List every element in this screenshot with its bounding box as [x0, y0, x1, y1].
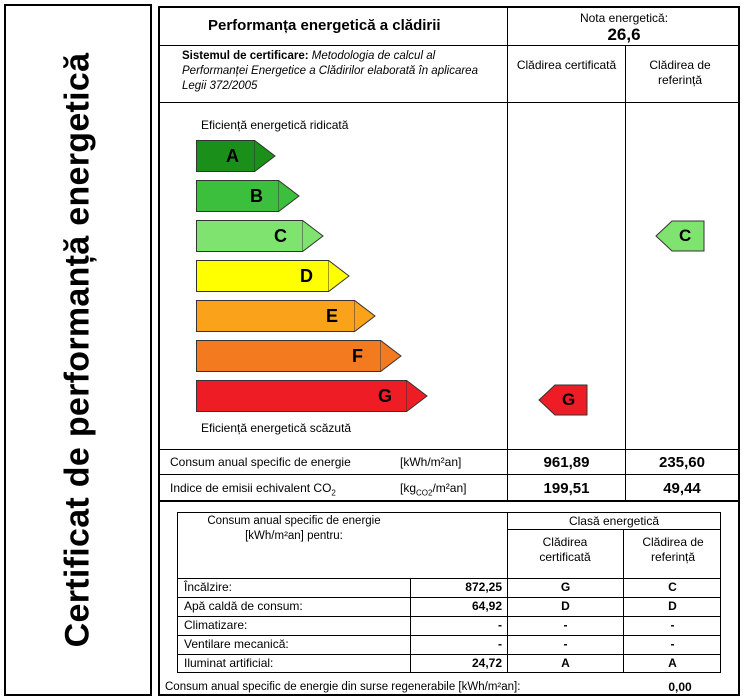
bar-letter: F	[352, 346, 363, 366]
divider	[178, 654, 721, 655]
breakdown-item-class-reference: D	[668, 599, 677, 613]
certified-class-indicator	[538, 384, 588, 416]
breakdown-table	[177, 512, 721, 673]
row-emissions-text: Indice de emisii echivalent CO	[170, 481, 332, 495]
energy-class-bar-e	[196, 300, 376, 332]
breakdown-item-class-reference: A	[668, 656, 677, 670]
bar-arrow	[254, 140, 276, 172]
bar-letter: E	[326, 306, 339, 326]
divider	[625, 46, 626, 449]
row-emissions-reference: 49,44	[663, 480, 701, 497]
nota-label: Nota energetică:	[579, 11, 669, 25]
bar-letter: G	[378, 386, 393, 406]
row-emissions-unit	[400, 481, 466, 500]
column-reference: Clădirea de referință	[649, 58, 711, 87]
system-text	[182, 49, 504, 94]
bar-arrow	[328, 260, 350, 292]
divider	[160, 500, 738, 502]
renewable-value: 0,00	[668, 680, 692, 694]
bar-body	[196, 180, 278, 212]
breakdown-item-class-reference: -	[670, 637, 675, 651]
breakdown-item-class-certified: D	[561, 599, 570, 613]
column-certified: Clădirea certificată	[516, 58, 617, 72]
indicator-letter: C	[679, 226, 692, 245]
nota-value: 26,6	[607, 25, 641, 44]
divider	[160, 449, 738, 450]
certificate-title: Certificat de performanță energetică	[58, 52, 97, 648]
breakdown-col-certified: Clădirea certificată	[539, 535, 591, 564]
breakdown-item-value: 64,92	[471, 599, 502, 613]
breakdown-item-class-certified: G	[560, 580, 571, 594]
breakdown-item-value: 872,25	[465, 580, 502, 594]
bar-arrow	[278, 180, 300, 212]
divider	[178, 597, 721, 598]
breakdown-item-class-reference: C	[668, 580, 677, 594]
energy-class-bar-a	[196, 140, 276, 172]
breakdown-col-reference: Clădirea de referință	[642, 535, 704, 564]
bar-arrow	[406, 380, 428, 412]
breakdown-item-label: Apă caldă de consum:	[184, 599, 303, 613]
bar-letter: B	[250, 186, 263, 206]
breakdown-head-right: Clasă energetică	[568, 514, 660, 528]
efficiency-low-label: Eficiență energetică scăzută	[201, 421, 352, 435]
breakdown-item-value: 24,72	[471, 656, 502, 670]
breakdown-item-value: -	[498, 618, 502, 632]
row-consumption-reference: 235,60	[659, 454, 705, 471]
unit-sub: CO2	[416, 488, 433, 498]
breakdown-item-label: Iluminat artificial:	[184, 656, 274, 670]
divider	[507, 529, 721, 530]
unit-post: /m²an]	[432, 481, 467, 495]
row-consumption-label: Consum anual specific de energie	[170, 455, 351, 469]
row-consumption-certified: 961,89	[543, 454, 590, 471]
divider	[410, 578, 411, 673]
bar-letter: D	[300, 266, 313, 286]
breakdown-item-value: -	[498, 637, 502, 651]
divider	[178, 616, 721, 617]
divider	[507, 103, 508, 449]
unit-pre: [kg	[400, 481, 417, 495]
breakdown-item-label: Încălzire:	[184, 580, 233, 594]
energy-class-bar-f	[196, 340, 402, 372]
renewable-label: Consum anual specific de energie din surse regenerabile [kWh/m²an]:	[165, 681, 521, 693]
header-title: Performanța energetică a clădirii	[208, 17, 441, 34]
bar-arrow	[380, 340, 402, 372]
breakdown-item-class-certified: -	[563, 618, 568, 632]
breakdown-item-label: Climatizare:	[184, 618, 248, 632]
bar-letter: C	[274, 226, 287, 246]
divider	[178, 578, 721, 579]
energy-class-bar-b	[196, 180, 300, 212]
energy-class-bar-g	[196, 380, 428, 412]
breakdown-item-class-reference: -	[670, 618, 675, 632]
system-description: Metodologia de calcul al Performanței Energetice a Clădirilor elaborată în aplicarea Legii 372/2005	[182, 50, 478, 92]
breakdown-item-class-certified: -	[563, 637, 568, 651]
breakdown-item-label: Ventilare mecanică:	[184, 637, 289, 651]
divider	[160, 102, 738, 103]
bar-arrow	[302, 220, 324, 252]
divider	[160, 474, 738, 475]
breakdown-item-class-certified: A	[561, 656, 570, 670]
energy-class-bar-d	[196, 260, 350, 292]
bar-body	[196, 140, 254, 172]
indicator-letter: G	[562, 390, 576, 409]
divider	[160, 45, 738, 46]
energy-class-bar-c	[196, 220, 324, 252]
side-title-box	[4, 4, 152, 696]
row-emissions-sub: 2	[331, 488, 336, 498]
bar-body	[196, 380, 406, 412]
breakdown-head-left-2: [kWh/m²an] pentru:	[245, 530, 343, 542]
efficiency-high-label: Eficiență energetică ridicată	[201, 118, 349, 132]
bar-letter: A	[226, 146, 239, 166]
system-label: Sistemul de certificare:	[182, 50, 309, 62]
reference-class-indicator	[655, 220, 705, 252]
row-emissions-certified: 199,51	[543, 480, 590, 497]
row-emissions-label	[170, 481, 336, 500]
divider	[178, 635, 721, 636]
row-consumption-unit: [kWh/m²an]	[400, 455, 462, 469]
breakdown-head-left-1: Consum anual specific de energie	[207, 515, 381, 527]
bar-arrow	[354, 300, 376, 332]
